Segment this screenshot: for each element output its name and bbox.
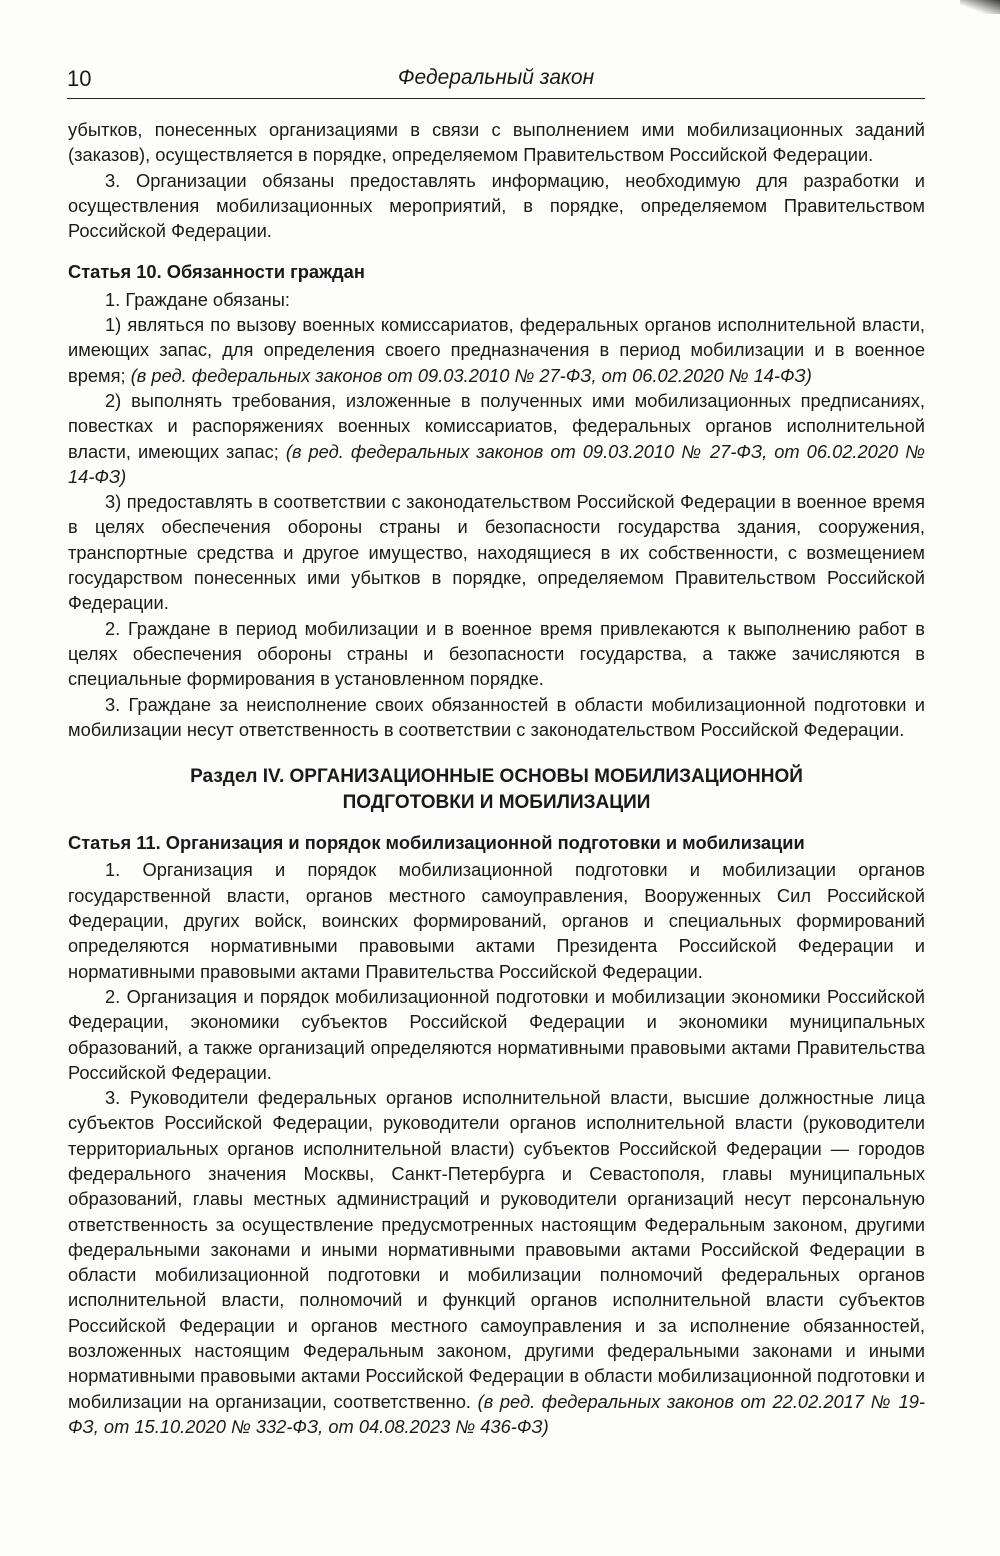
article-10-heading: Статья 10. Обязанности граждан — [68, 261, 365, 283]
paragraph: 3. Граждане за неисполнение своих обязанностей в области мобилизационной подготовки и мобилизации несут ответственность в соответствии с законодательством Российской Федерации. — [68, 693, 925, 740]
paragraph-text: 1) являться по вызову военных комиссариатов, федеральных органов исполнительной власти, имеющих запас, для определения своего предназначения в период мобилизации и в военное время; — [68, 314, 925, 386]
page-corner-shadow — [960, 0, 1000, 14]
page-number: 10 — [67, 66, 92, 91]
paragraph-text: 2) выполнять требования, изложенные в полученных ими мобилизационных предписаниях, повестках и распоряжениях военных комиссариатов, федеральных органов исполнительной власти, имеющих запас; — [68, 389, 925, 462]
section-heading-line: Раздел IV. ОРГАНИЗАЦИОННЫЕ ОСНОВЫ МОБИЛИЗАЦИОННОЙ — [190, 766, 803, 788]
paragraph: убытков, понесенных организациями в связи с выполнением ими мобилизационных заданий (заказов), осуществляется в порядке, определяемом Правительством Российской Федерации. — [68, 119, 925, 166]
section-4-heading — [68, 764, 925, 816]
paragraph: 2. Граждане в период мобилизации и в военное время привлекаются к выполнению работ в целях обеспечения обороны страны и безопасности государства, а также зачисляются в специальные формирования в установленном порядке. — [68, 617, 925, 690]
edit-note: (в ред. федеральных законов от 22.02.2017 № 19-ФЗ, от 15.10.2020 № 332-ФЗ, от 04.08.2023 № 436-ФЗ) — [68, 1390, 925, 1437]
paragraph — [68, 388, 925, 489]
paragraph: 2. Организация и порядок мобилизационной подготовки и мобилизации экономики Российской Федерации, экономики субъектов Российской Федерации и экономики муниципальных образований, а также организаций определяются нормативными правовыми актами Правительства Российской Федерации. — [68, 985, 925, 1083]
paragraph: 1. Организация и порядок мобилизационной подготовки и мобилизации органов государственной власти, органов местного самоуправления, Вооруженных Сил Российской Федерации, других войск, воинских формирований, органов и специальных формирований определяются нормативными правовыми актами Президента Российской Федерации и нормативными правовыми актами Правительства Российской Федерации. — [68, 859, 925, 982]
page-header — [67, 62, 925, 99]
running-title: Федеральный закон — [397, 66, 595, 89]
paragraph — [68, 1085, 925, 1439]
paragraph-text: 3. Руководители федеральных органов исполнительной власти, высшие должностные лица субъектов Российской Федерации, руководители органов исполнительной власти (руководители территориальных органов исполнительной власти) субъектов Российской Федерации — городов федерального значения Москвы, Санкт-Петербурга и Севастополя, главы муниципальных образований, главы местных администраций и руководители организаций несут персональную ответственность за осуществление предусмотренных настоящим Федеральным законом, другими федеральными законами и иными нормативными правовыми актами Российской Федерации в области мобилизационной подготовки и мобилизации полномочий федеральных органов исполнительной власти, полномочий и функций органов исполнительной власти субъектов Российской Федерации и органов местного самоуправления и за исполнение обязанностей, возложенных настоящим Федеральным законом, другими федеральными законами и иными нормативными правовыми актами Российской Федерации в области мобилизационной подготовки и мобилизации на организации, соответственно. — [68, 1087, 925, 1412]
paragraph: 1. Граждане обязаны: — [105, 288, 290, 310]
edit-note: (в ред. федеральных законов от 09.03.2010 № 27-ФЗ, от 06.02.2020 № 14-ФЗ) — [130, 364, 812, 386]
paragraph: 3. Организации обязаны предоставлять информацию, необходимую для разработки и осуществления мобилизационных мероприятий, в порядке, определяемом Правительством Российской Федерации. — [68, 169, 925, 242]
article-11-heading: Статья 11. Организация и порядок мобилизационной подготовки и мобилизации — [68, 832, 805, 854]
section-heading-line: ПОДГОТОВКИ И МОБИЛИЗАЦИИ — [342, 792, 651, 814]
edit-note: (в ред. федеральных законов от 09.03.2010 № 27-ФЗ, от 06.02.2020 № 14-ФЗ) — [68, 440, 925, 487]
page-body — [68, 117, 925, 1439]
paragraph — [68, 312, 925, 388]
paragraph: 3) предоставлять в соответствии с законодательством Российской Федерации в военное время в целях обеспечения обороны страны и безопасности государства здания, сооружения, транспортные средства и другое имущество, находящиеся в их собственности, с возмещением государством понесенных ими убытков в порядке, определяемом Правительством Российской Федерации. — [68, 491, 925, 614]
